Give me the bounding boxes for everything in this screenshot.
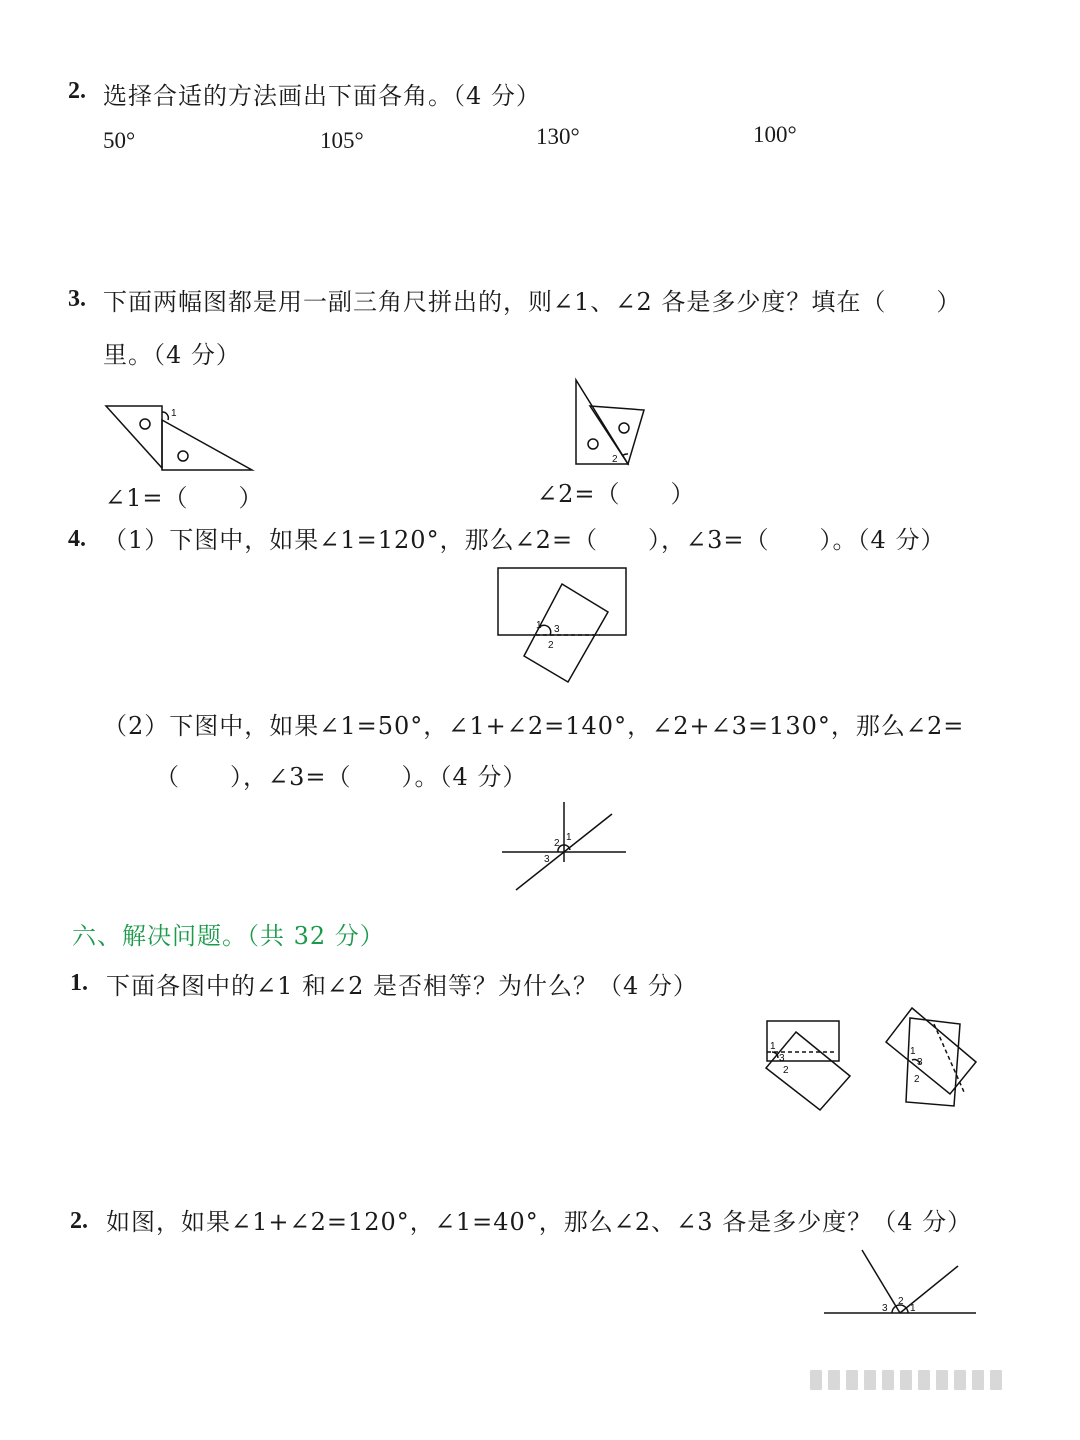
p2-text: 如图，如果∠1+∠2=120°，∠1=40°，那么∠2、∠3 各是多少度？（4 分） — [106, 1208, 973, 1236]
p1-figa-label-2: 2 — [783, 1065, 789, 1076]
q2-number: 2. — [68, 78, 86, 104]
q3-number: 3. — [68, 286, 86, 312]
p2-fig-label-3: 3 — [882, 1303, 888, 1314]
q4-fig1-label-1: 1 — [536, 620, 542, 631]
p1-figb-label-2: 2 — [914, 1074, 920, 1085]
angle-105: 105° — [320, 128, 364, 153]
triangle-ruler-figure-2 — [570, 376, 650, 471]
angle-100: 100° — [753, 122, 797, 147]
q4-fig1-label-3: 3 — [554, 624, 560, 635]
q3-line2: 里。（4 分） — [103, 341, 241, 369]
rectangle-overlap-figure — [496, 566, 631, 686]
angles-on-line-figure — [822, 1246, 978, 1316]
angle-50: 50° — [103, 128, 136, 153]
q2-text: 选择合适的方法画出下面各角。（4 分） — [103, 82, 541, 110]
p2-fig-label-1: 1 — [910, 1303, 916, 1314]
q3-answer1: ∠1=（ ） — [105, 484, 264, 512]
q4-fig2-label-1: 1 — [566, 832, 572, 843]
q4-fig1-label-2: 2 — [548, 640, 554, 651]
q3-answer2: ∠2=（ ） — [537, 480, 696, 508]
fig1-angle-label: 1 — [171, 408, 177, 419]
angle-130: 130° — [536, 124, 580, 149]
q4-number: 4. — [68, 526, 86, 552]
p1-figa-label-3: 3 — [779, 1053, 785, 1064]
q4-part1: （1）下图中，如果∠1=120°，那么∠2=（ ），∠3=（ ）。（4 分） — [103, 526, 946, 554]
fig2-angle-label: 2 — [612, 454, 618, 465]
triangle-ruler-figure-1 — [100, 398, 260, 478]
overlap-figure-a — [764, 1018, 854, 1114]
p1-text: 下面各图中的∠1 和∠2 是否相等？为什么？（4 分） — [106, 972, 698, 1000]
q4-fig2-label-3: 3 — [544, 854, 550, 865]
overlap-figure-b — [884, 1004, 980, 1108]
intersecting-lines-figure — [500, 800, 630, 895]
q3-line1: 下面两幅图都是用一副三角尺拼出的，则∠1、∠2 各是多少度？填在（ ） — [103, 288, 962, 316]
p1-figb-label-3: 3 — [917, 1057, 923, 1068]
p2-number: 2. — [70, 1208, 88, 1234]
q4-part2-line1: （2）下图中，如果∠1=50°，∠1+∠2=140°，∠2+∠3=130°，那么∠2= — [103, 712, 965, 740]
section-title: 六、解决问题。（共 32 分） — [72, 922, 385, 950]
p1-figb-label-1: 1 — [910, 1046, 916, 1057]
q4-fig2-label-2: 2 — [554, 838, 560, 849]
q4-part2-line2: （ ），∠3=（ ）。（4 分） — [155, 763, 528, 791]
p2-fig-label-2: 2 — [898, 1296, 904, 1307]
p1-figa-label-1: 1 — [770, 1041, 776, 1052]
image-strip-decoration — [810, 1354, 1060, 1390]
p1-number: 1. — [70, 970, 88, 996]
